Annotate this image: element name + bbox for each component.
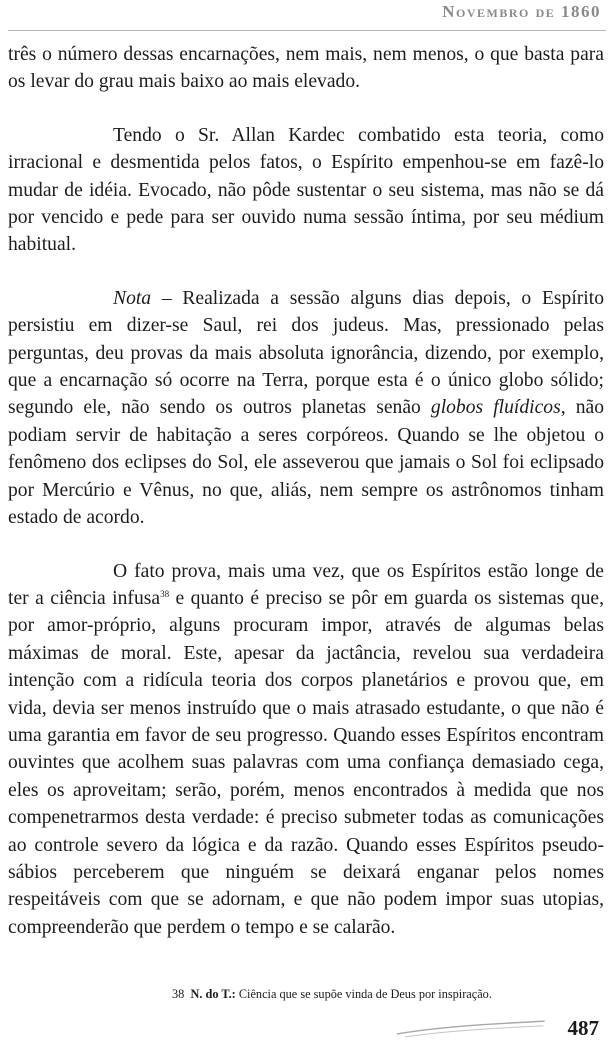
paragraph-4-text-b: e quanto é preciso se pôr em guarda os sistemas que, por amor-próprio, alguns procuram impor, através de algumas belas máximas de moral. Este, apesar da jactância, revelou sua verdadeira intenção com a ridícula teoria dos corpos planetários e provou que, em vida, devia ser menos instruído que o mais atrasado estudante, o que não é uma garantia em favor de seu progresso. Quando esses Espíritos encontram ouvintes que acolhem suas palavras com uma confiança demasiado cega, eles os aproveitam; serão, porém, menos encontrados à medida que nos compenetrarmos desta verdade: é preciso submeter todas as comunicações ao controle severo da lógica e da razão. Quando esses Espíritos pseudo-sábios perceberem que ninguém se deixará enganar pelos nomes respeitáveis com que se adornam, e que não podem impor suas utopias, compreenderão que perdem o tempo e se calarão. <box>8 587 604 938</box>
paragraph-3 <box>8 285 604 532</box>
footnote-number: 38 <box>172 987 185 1001</box>
paragraph-4 <box>8 558 604 942</box>
page-number: 487 <box>567 1016 599 1040</box>
footnote-label: N. do T.: <box>190 987 236 1001</box>
paragraph-2: Tendo o Sr. Allan Kardec combatido esta teoria, como irracional e desmentida pelos fatos, o Espírito empenhou-se em fazê-lo mudar de idéia. Evocado, não pôde sustentar o seu sistema, mas não se dá por vencido e pede para ser ouvido numa sessão íntima, por seu médium habitual. <box>8 124 604 256</box>
paragraph-3-text-a: – Realizada a sessão alguns dias depois, o Espírito persistiu em dizer-se Saul, rei dos judeus. Mas, pressionado pelas perguntas, deu provas da mais absoluta ignorância, dizendo, por exemplo, que a encarnação só ocorre na Terra, porque esta é o único globo sólido; segundo ele, não sendo os outros planetas senão <box>8 287 604 419</box>
running-header: Novembro de 1860 <box>442 2 601 21</box>
header-rule <box>8 30 606 31</box>
footnote <box>172 987 492 1002</box>
body-text <box>8 41 604 941</box>
paragraph-3-text-b: , não podiam servir de habitação a seres corpóreos. Quando se lhe objetou o fenômeno dos eclipses do Sol, ele asseverou que jamais o Sol foi eclipsado por Mercúrio e Vênus, no que, aliás, nem sempre os astrônomos tinham estado de acordo. <box>8 397 604 529</box>
paragraph-4-text-a: O fato prova, mais uma vez, que os Espíritos estão longe de ter a ciência infusa <box>8 560 604 609</box>
paragraph-1: três o número dessas encarnações, nem mais, nem menos, o que basta para os levar do grau mais baixo ao mais elevado. <box>8 44 604 93</box>
footnote-ref[interactable]: 38 <box>160 588 170 599</box>
footnote-text: Ciência que se supõe vinda de Deus por inspiração. <box>235 987 492 1001</box>
note-label: Nota <box>113 287 152 309</box>
italic-term: globos fluídicos <box>430 397 561 419</box>
